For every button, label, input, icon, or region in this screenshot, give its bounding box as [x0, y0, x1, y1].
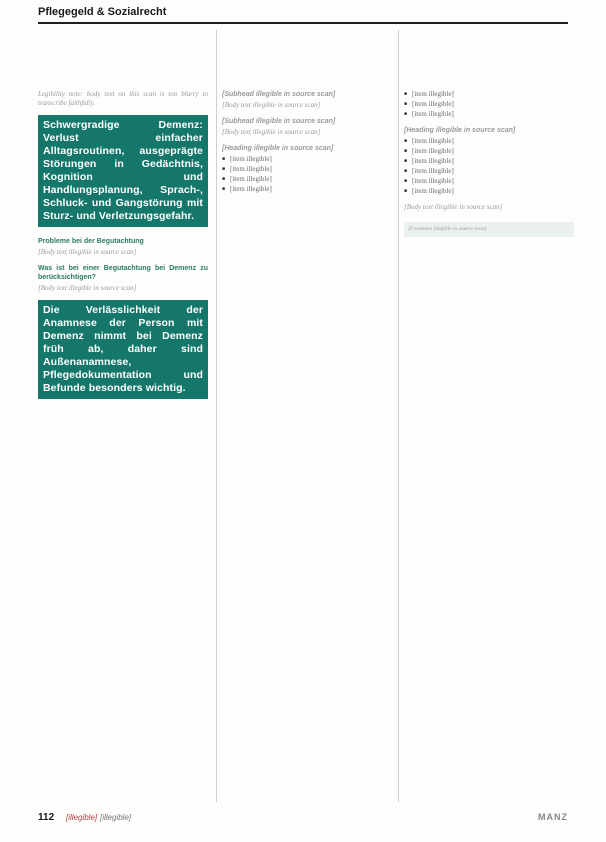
- column-divider-2: [398, 30, 399, 802]
- section-title: Pflegegeld & Sozialrecht: [38, 6, 167, 18]
- column-2: [222, 90, 392, 195]
- list-item: ■ [item illegible]: [404, 187, 574, 196]
- journal-name: [illegible]: [66, 813, 98, 822]
- list-item: ■ [item illegible]: [222, 165, 392, 174]
- legibility-note: Legibility note: body text on this scan is too blurry to transcribe faithfully.: [38, 90, 208, 107]
- problems-body: [Body text illegible in source scan]: [38, 248, 137, 256]
- col3-body: [Body text illegible in source scan]: [404, 203, 503, 211]
- list-item: ■ [item illegible]: [222, 175, 392, 184]
- col2-subhead-2: [Subhead illegible in source scan]: [222, 118, 336, 125]
- list-item: ■ [item illegible]: [222, 155, 392, 164]
- list-item: ■ [item illegible]: [404, 177, 574, 186]
- list-item: ■ [item illegible]: [404, 167, 574, 176]
- list-item: ■ [item illegible]: [404, 157, 574, 166]
- list-item: ■ [item illegible]: [404, 110, 574, 119]
- header-rule: [38, 22, 568, 24]
- list-item: ■ [item illegible]: [404, 147, 574, 156]
- list-item: ■ [item illegible]: [404, 100, 574, 109]
- problems-subhead: Probleme bei der Begutachtung: [38, 238, 144, 245]
- column-1: [38, 90, 208, 409]
- col3-bullet-list-2: [404, 137, 574, 196]
- col2-body-1: [Body text illegible in source scan]: [222, 101, 321, 109]
- col2-bullet-list: [222, 155, 392, 194]
- col2-kicker: [Heading illegible in source scan]: [222, 145, 334, 152]
- col2-body-2: [Body text illegible in source scan]: [222, 128, 321, 136]
- considerations-subhead: Was ist bei einer Begutachtung bei Demenz zu berücksichtigen?: [38, 265, 208, 281]
- callout-anamnesis-reliability: Die Verlässlichkeit der Anamnese der Person mit Demenz nimmt bei Demenz früh ab, daher sind Außenanamnese, Pflegedokumentation und Befunde besonders wichtig.: [38, 300, 208, 399]
- considerations-body: [Body text illegible in source scan]: [38, 284, 137, 292]
- column-divider-1: [216, 30, 217, 802]
- list-item: ■ [item illegible]: [404, 90, 574, 99]
- column-3: [404, 90, 574, 237]
- list-item: ■ [item illegible]: [404, 137, 574, 146]
- page-number: 112: [38, 812, 55, 823]
- page-footer: [38, 812, 568, 826]
- list-item: ■ [item illegible]: [222, 185, 392, 194]
- col2-subhead-1: [Subhead illegible in source scan]: [222, 91, 336, 98]
- issue-number: [illegible]: [100, 813, 132, 822]
- footnotes-box: [Footnotes illegible in source scan]: [404, 222, 574, 237]
- publisher-logo: MANZ: [538, 812, 568, 822]
- col3-kicker: [Heading illegible in source scan]: [404, 127, 516, 134]
- col3-bullet-list-1: [404, 90, 574, 119]
- callout-severe-dementia: Schwergradige Demenz: Verlust einfacher Alltagsroutinen, ausgeprägte Störungen in Gedächtnis, Kognition und Handlungsplanung, Sprach-, Schluck- und Gangstörung mit Sturz- und Verletzungsgefahr.: [38, 115, 208, 227]
